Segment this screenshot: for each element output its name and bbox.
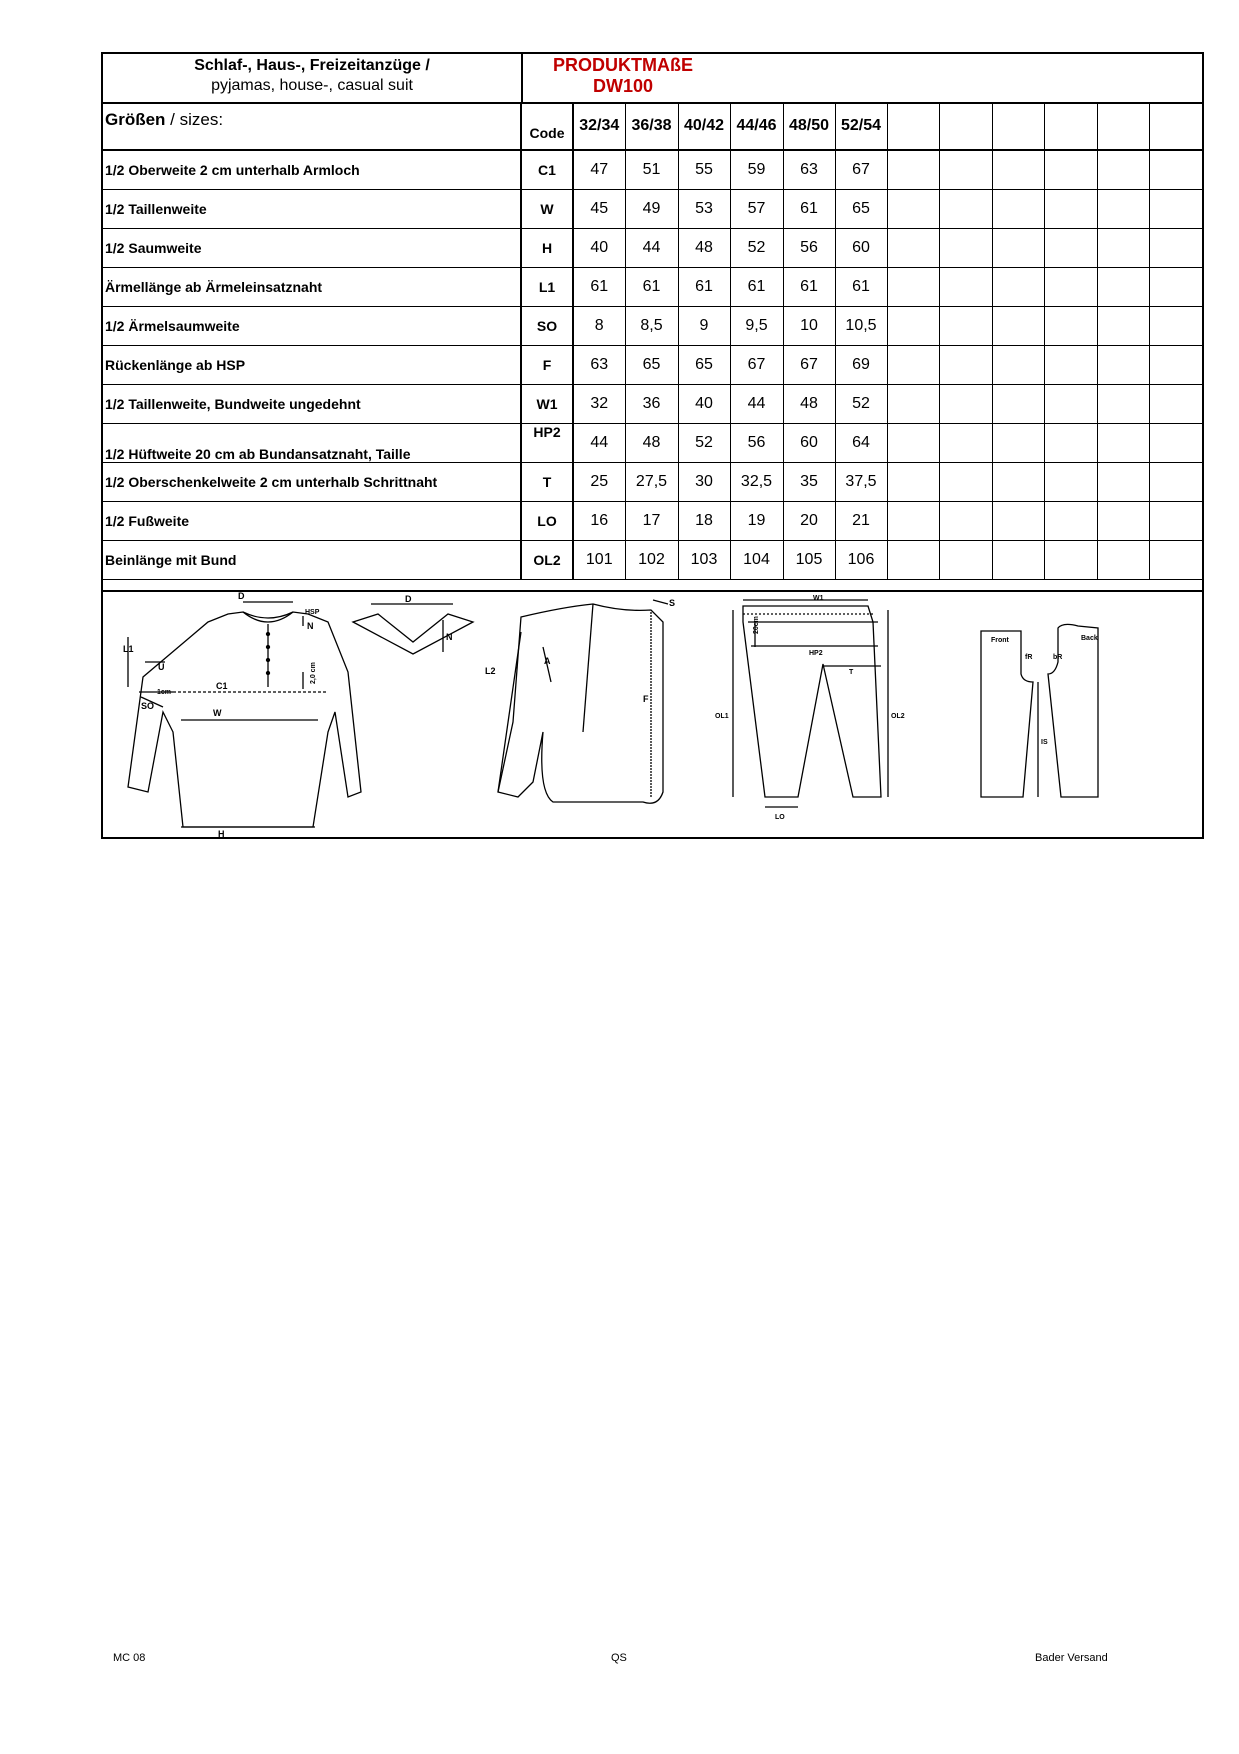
svg-text:D: D <box>405 594 412 604</box>
svg-text:HSP: HSP <box>305 609 320 616</box>
empty-cell <box>1149 385 1202 424</box>
empty-cell <box>1097 385 1149 424</box>
measure-value: 63 <box>783 150 835 190</box>
row-label: 1/2 Fußweite <box>103 502 521 541</box>
empty-cell <box>1097 102 1149 150</box>
row-label: 1/2 Oberweite 2 cm unterhalb Armloch <box>103 150 521 190</box>
svg-text:W: W <box>213 708 222 718</box>
measure-value: 69 <box>835 346 887 385</box>
size-header: 32/34 <box>573 102 625 150</box>
svg-text:C1: C1 <box>216 681 228 691</box>
row-label: 1/2 Saumweite <box>103 229 521 268</box>
table-row <box>103 502 1202 541</box>
measure-value: 63 <box>573 346 625 385</box>
empty-cell <box>887 346 939 385</box>
measure-value: 56 <box>783 229 835 268</box>
row-code: H <box>521 229 573 268</box>
measure-value: 47 <box>573 150 625 190</box>
empty-cell <box>887 541 939 580</box>
measure-value: 60 <box>835 229 887 268</box>
row-label: 1/2 Oberschenkelweite 2 cm unterhalb Schrittnaht <box>103 463 521 502</box>
empty-cell <box>887 102 939 150</box>
measure-value: 48 <box>783 385 835 424</box>
empty-cell <box>1097 424 1149 463</box>
svg-text:W1: W1 <box>813 595 824 602</box>
neck-detail-drawing <box>353 604 473 654</box>
svg-text:N: N <box>446 632 453 642</box>
empty-cell <box>939 190 992 229</box>
measure-value: 57 <box>730 190 783 229</box>
empty-cell <box>992 102 1044 150</box>
measure-value: 64 <box>835 424 887 463</box>
measure-value: 67 <box>730 346 783 385</box>
row-code: HP2 <box>521 424 573 463</box>
measure-value: 67 <box>783 346 835 385</box>
row-label: 1/2 Hüftweite 20 cm ab Bundansatznaht, Taille <box>103 424 521 463</box>
code-header: Code <box>521 102 573 150</box>
measure-value: 9 <box>678 307 730 346</box>
svg-text:SO: SO <box>141 701 155 711</box>
table-row <box>103 385 1202 424</box>
empty-cell <box>1044 424 1097 463</box>
empty-cell <box>1097 502 1149 541</box>
empty-cell <box>1097 229 1149 268</box>
empty-cell <box>992 150 1044 190</box>
empty-cell <box>992 424 1044 463</box>
empty-cell <box>1044 229 1097 268</box>
pants-side-drawing <box>981 624 1098 797</box>
measure-value: 16 <box>573 502 625 541</box>
row-code: W <box>521 190 573 229</box>
row-code: W1 <box>521 385 573 424</box>
measure-value: 10 <box>783 307 835 346</box>
sizes-label-en: / sizes: <box>165 110 224 129</box>
empty-cell <box>1149 229 1202 268</box>
empty-cell <box>939 541 992 580</box>
empty-cell <box>887 385 939 424</box>
empty-cell <box>887 190 939 229</box>
svg-text:HP2: HP2 <box>809 650 823 657</box>
size-header: 36/38 <box>625 102 678 150</box>
product-code: DW100 <box>592 76 654 96</box>
table-row <box>103 463 1202 502</box>
empty-cell <box>1044 190 1097 229</box>
measure-value: 44 <box>625 229 678 268</box>
empty-cell <box>1097 346 1149 385</box>
top-front-drawing <box>128 602 361 827</box>
empty-cell <box>939 502 992 541</box>
svg-text:F: F <box>643 694 649 704</box>
title-sub: pyjamas, house-, casual suit <box>211 77 413 94</box>
product-cell <box>523 54 723 102</box>
empty-cell <box>939 346 992 385</box>
empty-cell <box>939 424 992 463</box>
footer-center: QS <box>611 1652 627 1664</box>
measure-value: 48 <box>678 229 730 268</box>
svg-text:IS: IS <box>1041 739 1048 746</box>
title-main: Schlaf-, Haus-, Freizeitanzüge / <box>194 57 430 74</box>
sizes-label-de: Größen <box>105 110 166 129</box>
row-label: 1/2 Taillenweite, Bundweite ungedehnt <box>103 385 521 424</box>
measure-value: 40 <box>678 385 730 424</box>
empty-cell <box>992 190 1044 229</box>
empty-cell <box>1097 307 1149 346</box>
empty-cell <box>1149 541 1202 580</box>
row-label: Rückenlänge ab HSP <box>103 346 521 385</box>
svg-text:U: U <box>158 662 165 672</box>
technical-drawings <box>103 590 1202 839</box>
empty-cell <box>992 463 1044 502</box>
measure-value: 52 <box>730 229 783 268</box>
footer-left: MC 08 <box>113 1652 146 1664</box>
svg-text:LO: LO <box>775 814 785 821</box>
svg-text:OL1: OL1 <box>715 713 729 720</box>
measure-value: 61 <box>625 268 678 307</box>
empty-cell <box>1097 150 1149 190</box>
empty-cell <box>939 229 992 268</box>
row-code: LO <box>521 502 573 541</box>
measure-value: 20 <box>783 502 835 541</box>
empty-cell <box>1044 150 1097 190</box>
svg-text:OL2: OL2 <box>891 713 905 720</box>
row-label: Ärmellänge ab Ärmeleinsatznaht <box>103 268 521 307</box>
measure-value: 106 <box>835 541 887 580</box>
measure-value: 48 <box>625 424 678 463</box>
measure-value: 49 <box>625 190 678 229</box>
measure-value: 52 <box>835 385 887 424</box>
empty-cell <box>939 463 992 502</box>
measure-value: 35 <box>783 463 835 502</box>
svg-text:20cm: 20cm <box>753 616 760 634</box>
svg-text:T: T <box>849 669 854 676</box>
svg-text:L1: L1 <box>123 644 134 654</box>
measure-value: 19 <box>730 502 783 541</box>
empty-cell <box>1149 346 1202 385</box>
measure-value: 65 <box>625 346 678 385</box>
measure-value: 52 <box>678 424 730 463</box>
empty-cell <box>1044 463 1097 502</box>
empty-cell <box>1044 307 1097 346</box>
measure-value: 32,5 <box>730 463 783 502</box>
empty-cell <box>1149 150 1202 190</box>
empty-cell <box>1149 268 1202 307</box>
empty-cell <box>1044 385 1097 424</box>
empty-cell <box>992 268 1044 307</box>
empty-cell <box>939 150 992 190</box>
empty-cell <box>1097 268 1149 307</box>
empty-cell <box>1097 463 1149 502</box>
svg-text:fR: fR <box>1025 654 1033 661</box>
svg-text:2,0 cm: 2,0 cm <box>310 662 317 684</box>
measure-value: 40 <box>573 229 625 268</box>
empty-cell <box>992 385 1044 424</box>
measure-value: 45 <box>573 190 625 229</box>
empty-cell <box>1149 102 1202 150</box>
measure-value: 61 <box>783 268 835 307</box>
size-header: 48/50 <box>783 102 835 150</box>
row-code: F <box>521 346 573 385</box>
measure-value: 27,5 <box>625 463 678 502</box>
row-label: 1/2 Ärmelsaumweite <box>103 307 521 346</box>
empty-cell <box>939 307 992 346</box>
measure-value: 61 <box>573 268 625 307</box>
measure-value: 8,5 <box>625 307 678 346</box>
empty-cell <box>1044 541 1097 580</box>
empty-cell <box>887 307 939 346</box>
title-cell <box>103 54 523 102</box>
sheet-header <box>103 54 1202 104</box>
empty-cell <box>939 102 992 150</box>
measure-value: 8 <box>573 307 625 346</box>
empty-cell <box>1149 502 1202 541</box>
empty-cell <box>1149 190 1202 229</box>
svg-text:N: N <box>307 621 314 631</box>
measurement-table <box>103 102 1202 580</box>
measure-value: 56 <box>730 424 783 463</box>
row-label: 1/2 Taillenweite <box>103 190 521 229</box>
empty-cell <box>1044 502 1097 541</box>
empty-cell <box>992 502 1044 541</box>
svg-text:L2: L2 <box>485 666 496 676</box>
table-row <box>103 190 1202 229</box>
table-row <box>103 307 1202 346</box>
empty-cell <box>887 502 939 541</box>
empty-cell <box>887 150 939 190</box>
product-label: PRODUKTMAßE <box>553 55 693 75</box>
svg-text:Back: Back <box>1081 635 1098 642</box>
measure-value: 61 <box>783 190 835 229</box>
measure-value: 60 <box>783 424 835 463</box>
measure-value: 65 <box>678 346 730 385</box>
row-code: L1 <box>521 268 573 307</box>
empty-cell <box>939 385 992 424</box>
svg-text:A: A <box>544 656 551 666</box>
empty-cell <box>1149 463 1202 502</box>
svg-text:1cm: 1cm <box>157 689 172 696</box>
empty-cell <box>939 268 992 307</box>
empty-cell <box>887 229 939 268</box>
empty-cell <box>1044 346 1097 385</box>
measure-value: 103 <box>678 541 730 580</box>
empty-cell <box>887 463 939 502</box>
svg-text:bR: bR <box>1053 654 1063 661</box>
size-header: 44/46 <box>730 102 783 150</box>
empty-cell <box>992 307 1044 346</box>
measure-value: 104 <box>730 541 783 580</box>
measure-value: 51 <box>625 150 678 190</box>
svg-text:S: S <box>669 598 676 608</box>
table-row <box>103 150 1202 190</box>
table-row <box>103 229 1202 268</box>
measure-value: 30 <box>678 463 730 502</box>
measure-value: 61 <box>678 268 730 307</box>
empty-cell <box>1044 102 1097 150</box>
measure-value: 9,5 <box>730 307 783 346</box>
svg-text:Front: Front <box>991 637 1009 644</box>
measure-value: 67 <box>835 150 887 190</box>
table-row <box>103 346 1202 385</box>
measure-value: 21 <box>835 502 887 541</box>
measure-value: 61 <box>730 268 783 307</box>
empty-cell <box>992 541 1044 580</box>
empty-cell <box>1149 307 1202 346</box>
measure-value: 36 <box>625 385 678 424</box>
row-code: OL2 <box>521 541 573 580</box>
row-code: T <box>521 463 573 502</box>
measure-value: 37,5 <box>835 463 887 502</box>
measure-value: 102 <box>625 541 678 580</box>
empty-cell <box>1044 268 1097 307</box>
empty-cell <box>1097 190 1149 229</box>
measure-value: 53 <box>678 190 730 229</box>
empty-cell <box>992 229 1044 268</box>
measure-value: 18 <box>678 502 730 541</box>
measure-value: 25 <box>573 463 625 502</box>
row-label: Beinlänge mit Bund <box>103 541 521 580</box>
empty-cell <box>887 268 939 307</box>
measurement-sheet <box>101 52 1204 839</box>
empty-cell <box>1149 424 1202 463</box>
measure-value: 105 <box>783 541 835 580</box>
measure-value: 55 <box>678 150 730 190</box>
empty-cell <box>887 424 939 463</box>
size-header: 40/42 <box>678 102 730 150</box>
svg-text:H: H <box>218 829 225 839</box>
measure-value: 61 <box>835 268 887 307</box>
footer-right: Bader Versand <box>1035 1652 1108 1664</box>
table-row <box>103 424 1202 463</box>
measure-value: 32 <box>573 385 625 424</box>
row-code: SO <box>521 307 573 346</box>
measure-value: 101 <box>573 541 625 580</box>
measure-value: 17 <box>625 502 678 541</box>
empty-cell <box>992 346 1044 385</box>
row-code: C1 <box>521 150 573 190</box>
table-row <box>103 541 1202 580</box>
measure-value: 10,5 <box>835 307 887 346</box>
empty-cell <box>1097 541 1149 580</box>
measure-value: 44 <box>573 424 625 463</box>
measure-value: 65 <box>835 190 887 229</box>
sizes-label <box>103 102 521 150</box>
table-row <box>103 268 1202 307</box>
measure-value: 59 <box>730 150 783 190</box>
svg-text:D: D <box>238 592 245 601</box>
measure-value: 44 <box>730 385 783 424</box>
size-header: 52/54 <box>835 102 887 150</box>
